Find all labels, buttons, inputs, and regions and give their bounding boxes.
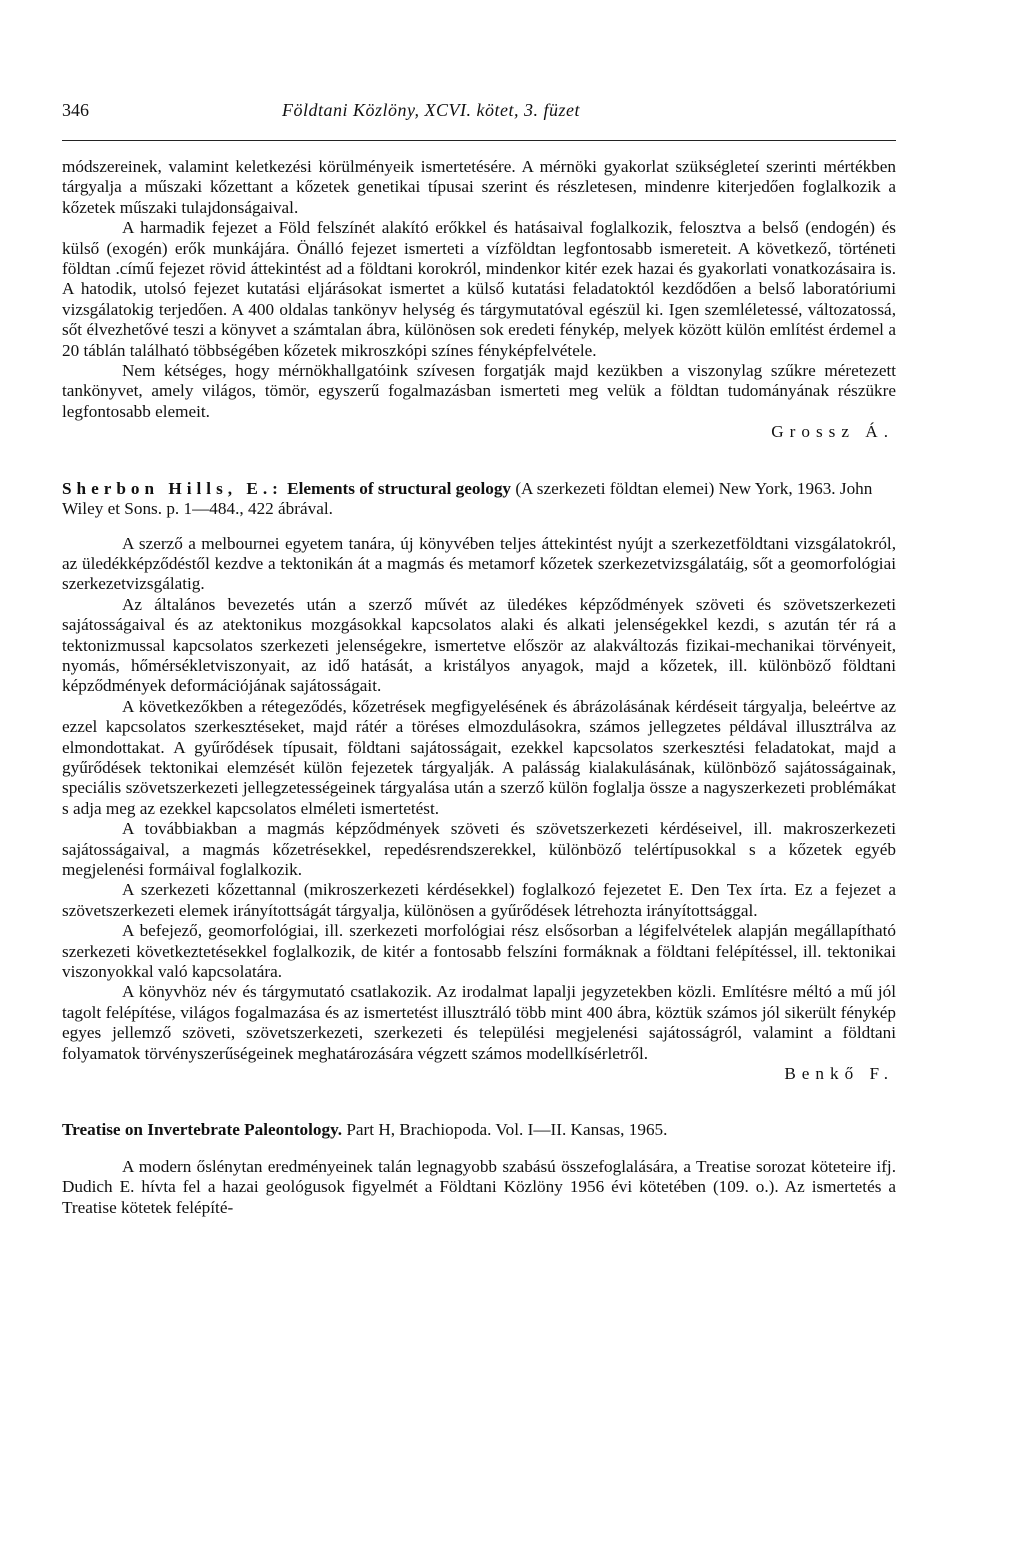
paragraph: A szerkezeti kőzettannal (mikroszerkezeti kérdésekkel) foglalkozó fejezetet E. Den Tex írta. Ez a fejezet a szövetszerkezeti elemek irányítottságát tárgyalja, különösen a gyűrődések létrehozta irányítottsággal. xyxy=(62,880,896,920)
page-number: 346 xyxy=(62,100,89,120)
reviewer-signature: Benkő F. xyxy=(784,1064,894,1084)
paragraph: Nem kétséges, hogy mérnökhallgatóink szívesen forgatják majd kezükben a viszonylag szűkre méretezett tankönyvet, amely világos, tömör, egyszerű fogalmazásban ismerteti meg velük a földtan tudományának részükre legfontosabb elemeit. xyxy=(62,361,896,421)
review-structural-geology xyxy=(62,479,896,1085)
running-title: Földtani Közlöny, XCVI. kötet, 3. füzet xyxy=(282,100,580,120)
paragraph: A továbbiakban a magmás képződmények szöveti és szövetszerkezeti kérdéseivel, ill. makroszerkezeti sajátosságaival, a magmás kőzetrésekkel, repedésrendszerekkel, különböző telértípusokkal s a kőzetek egyéb megjelenési formáival foglalkozik. xyxy=(62,819,896,879)
book-details: Part H, Brachiopoda. Vol. I—II. Kansas, 1965. xyxy=(346,1120,668,1140)
paragraph: Az általános bevezetés után a szerző művét az üledékes képződmények szöveti és szövetszerkezeti sajátosságaival és az atektonikus mozgásokkal kapcsolatos alaki és alkati jelenségekkel kezdi, s azután tér rá a tektonizmussal kapcsolatos szerkezeti jelenségekre, ismertetve először az alakváltozás fizikai-mechanikai törvényeit, nyomás, hőmérsékletviszonyait, az idő hatását, a kristályos anyagok, majd a kőzetek, ill. különböző földtani képződmények deformációjának sajátosságait. xyxy=(62,594,896,696)
paragraph: A következőkben a rétegeződés, kőzetrések megfigyelésének és ábrázolásának kérdéseit tárgyalja, beleértve az ezzel kapcsolatos szerkesztéseket, majd rátér a töréses elmozdulásokra, számos jellegzetes példával illusztrálva az elmondottakat. A gyűrődések típusait, földtani sajátosságait, ezekkel kapcsolatos szerkesztési feladatokat, majd a gyűrődések tektonikai elemzését külön fejezetek tárgyalják. A palásság kialakulásának, különböző sajátosságainak, speciális szövetszerkezeti jellegzetességeinek tárgyalása után a szerző külön foglalja össze a nagyszerkezeti problémákat s adja meg az ezekkel kapcsolatos elméleti ismertetést. xyxy=(62,696,896,818)
book-details: (A szerkezeti földtan elemei) New York, 1963. John Wiley et Sons. p. 1—484., 422 ábrával. xyxy=(62,478,873,519)
paragraph: A befejező, geomorfológiai, ill. szerkezeti morfológiai rész elsősorban a légifelvételek alapján megállapítható szerkezeti következtetésekkel foglalkozik, de kitér a fontosabb felszíni formáknak a földtani felépítéssel, ill. tektonikai viszonyokkal való kapcsolatára. xyxy=(62,921,896,982)
review-treatise xyxy=(62,1120,896,1218)
paragraph: A könyvhöz név és tárgymutató csatlakozik. Az irodalmat lapalji jegyzetekben közli. Említésre méltó a mű jól tagolt felépítése, világos fogalmazása és az ismertetést illusztráló több mint 400 ábra, köztük számos jól sikerült fénykép egyes jellemző szöveti, szövetszerkezeti, szerkezeti és települési megjelenési sajátosságról, valamint a földtani folyamatok törvényszerűségeinek meghatározására végzett számos modellkísérletről. xyxy=(62,982,896,1063)
paragraph: A modern őslénytan eredményeinek talán legnagyobb szabású összefoglalására, a Treatise sorozat köteteire ifj. Dudich E. hívta fel a hazai geológusok figyelmét a Földtani Közlöny 1956 évi kötetében (109. o.). Az ismertetés a Treatise kötetek felépíté- xyxy=(62,1156,896,1217)
review-continued xyxy=(62,157,896,443)
book-author: Sherbon Hills, E.: xyxy=(62,478,283,498)
paragraph: A szerző a melbournei egyetem tanára, új könyvében teljes áttekintést nyújt a szerkezetföldtani vizsgálatokról, az üledékképződéstől kezdve a tektonikán át a magmás és metamorf kőzetek szerkezetvizsgálatáig, sőt a geomorfológiai szerkezetvizsgálatig. xyxy=(62,533,896,594)
book-title: Treatise on Invertebrate Paleontology. xyxy=(62,1120,343,1140)
header-rule xyxy=(62,140,896,141)
review-heading xyxy=(62,1120,896,1140)
reviewer-signature: Grossz Á. xyxy=(771,422,894,442)
paragraph: módszereinek, valamint keletkezési körülményeik ismertetésére. A mérnöki gyakorlat szükségleteí szerinti mértékben tárgyalja a műszaki kőzettant a kőzetek genetikai típusai szerint és részletesen, mindenre kiterjedően foglalkozik a kőzetek műszaki tulajdonságaival. xyxy=(62,157,896,217)
page-header xyxy=(62,100,896,130)
review-heading xyxy=(62,479,896,520)
book-title: Elements of structural geology xyxy=(287,478,512,498)
paragraph: A harmadik fejezet a Föld felszínét alakító erőkkel és hatásaival foglalkozik, felosztva a belső (endogén) és külső (exogén) erők munkájára. Önálló fejezet ismerteti a vízföldtan legfontosabb ismereteit. A következő, történeti földtan .című fejezet rövid áttekintést ad a földtani korokról, mindenkor kitér ezek hazai és gyakorlati vonatkozásaira is. A hatodik, utolsó fejezet kutatási eljárásokat ismertet a külső kutatási feladatoktól kezdődően a belső laboratóriumi vizsgálatokig terjedően. A 400 oldalas tankönyv helység és tárgymutatóval egészül ki. Igen szemléletessé, változatossá, sőt élvezhetővé teszi a könyvet a számtalan ábra, különösen sok eredeti fénykép, melyek között külön említést érdemel a 20 táblán található többségében kőzetek mikroszkópi színes fényképfelvétele. xyxy=(62,218,896,360)
document-page xyxy=(62,100,896,1218)
